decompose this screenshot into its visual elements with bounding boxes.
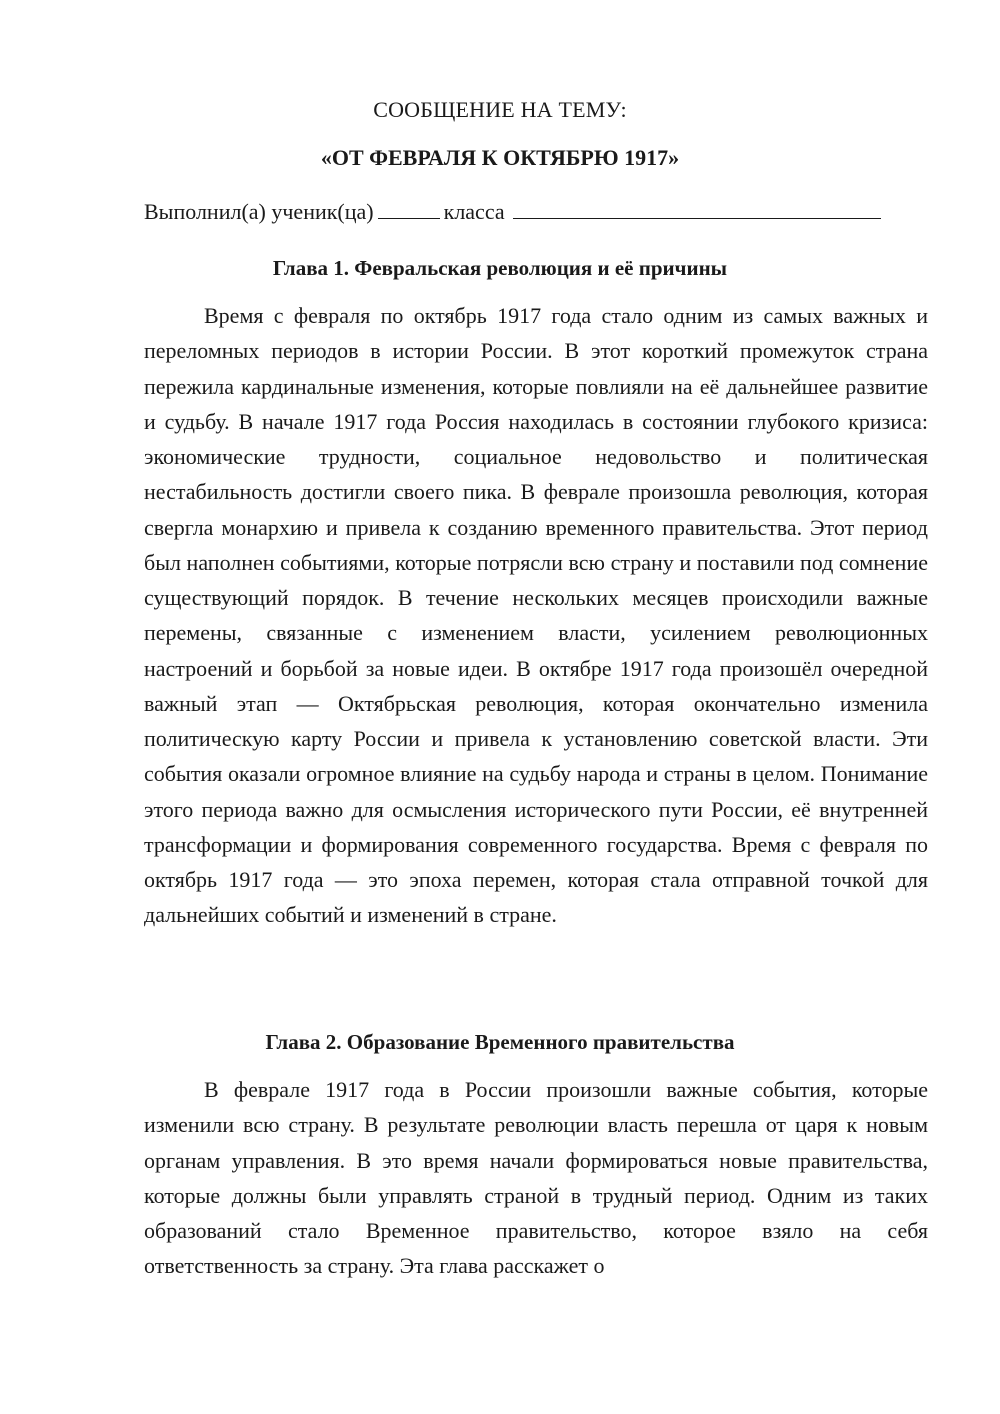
class-word: класса — [443, 199, 505, 224]
document-title-line2: «ОТ ФЕВРАЛЯ К ОКТЯБРЮ 1917» — [320, 145, 680, 170]
grade-blank-field — [378, 199, 440, 219]
chapter-1-heading: Глава 1. Февральская революция и её причины — [272, 256, 728, 280]
document-title-line1: СООБЩЕНИЕ НА ТЕМУ: — [373, 97, 627, 122]
author-prefix: Выполнил(а) ученик(ца) — [144, 199, 374, 224]
chapter-2-paragraph: В феврале 1917 года в России произошли важные события, которые изменили всю страну. В результате революции власть перешла от царя к новым органам управления. В это время начали формироваться новые правительства, которые должны были управлять страной в трудный период. Одним из таких образований стало Временное правительство, которое взяло на себя ответственность за страну. Эта глава расскажет о — [144, 1077, 928, 1279]
name-blank-field — [513, 199, 881, 219]
chapter-1-paragraph: Время с февраля по октябрь 1917 года стало одним из самых важных и переломных периодов в истории России. В этот короткий промежуток страна пережила кардинальные изменения, которые повлияли на её дальнейшее развитие и судьбу. В начале 1917 года Россия находилась в состоянии глубокого кризиса: экономические трудности, социальное недовольство и политическая нестабильность достигли своего пика. В феврале произошла революция, которая свергла монархию и привела к созданию временного правительства. Этот период был наполнен событиями, которые потрясли всю страну и поставили под сомнение существующий порядок. В течение нескольких месяцев происходили важные перемены, связанные с изменением власти, усилением революционных настроений и борьбой за новые идеи. В октябре 1917 года произошёл очередной важный этап — Октябрьская революция, которая окончательно изменила политическую карту России и привела к установлению советской власти. Эти события оказали огромное влияние на судьбу народа и страны в целом. Понимание этого периода важно для осмысления исторического пути России, её внутренней трансформации и формирования современного государства. Время с февраля по октябрь 1917 года — это эпоха перемен, которая стала отправной точкой для дальнейших событий и изменений в стране. — [144, 303, 928, 928]
author-line — [144, 198, 881, 226]
chapter-2-heading: Глава 2. Образование Временного правительства — [265, 1030, 735, 1054]
